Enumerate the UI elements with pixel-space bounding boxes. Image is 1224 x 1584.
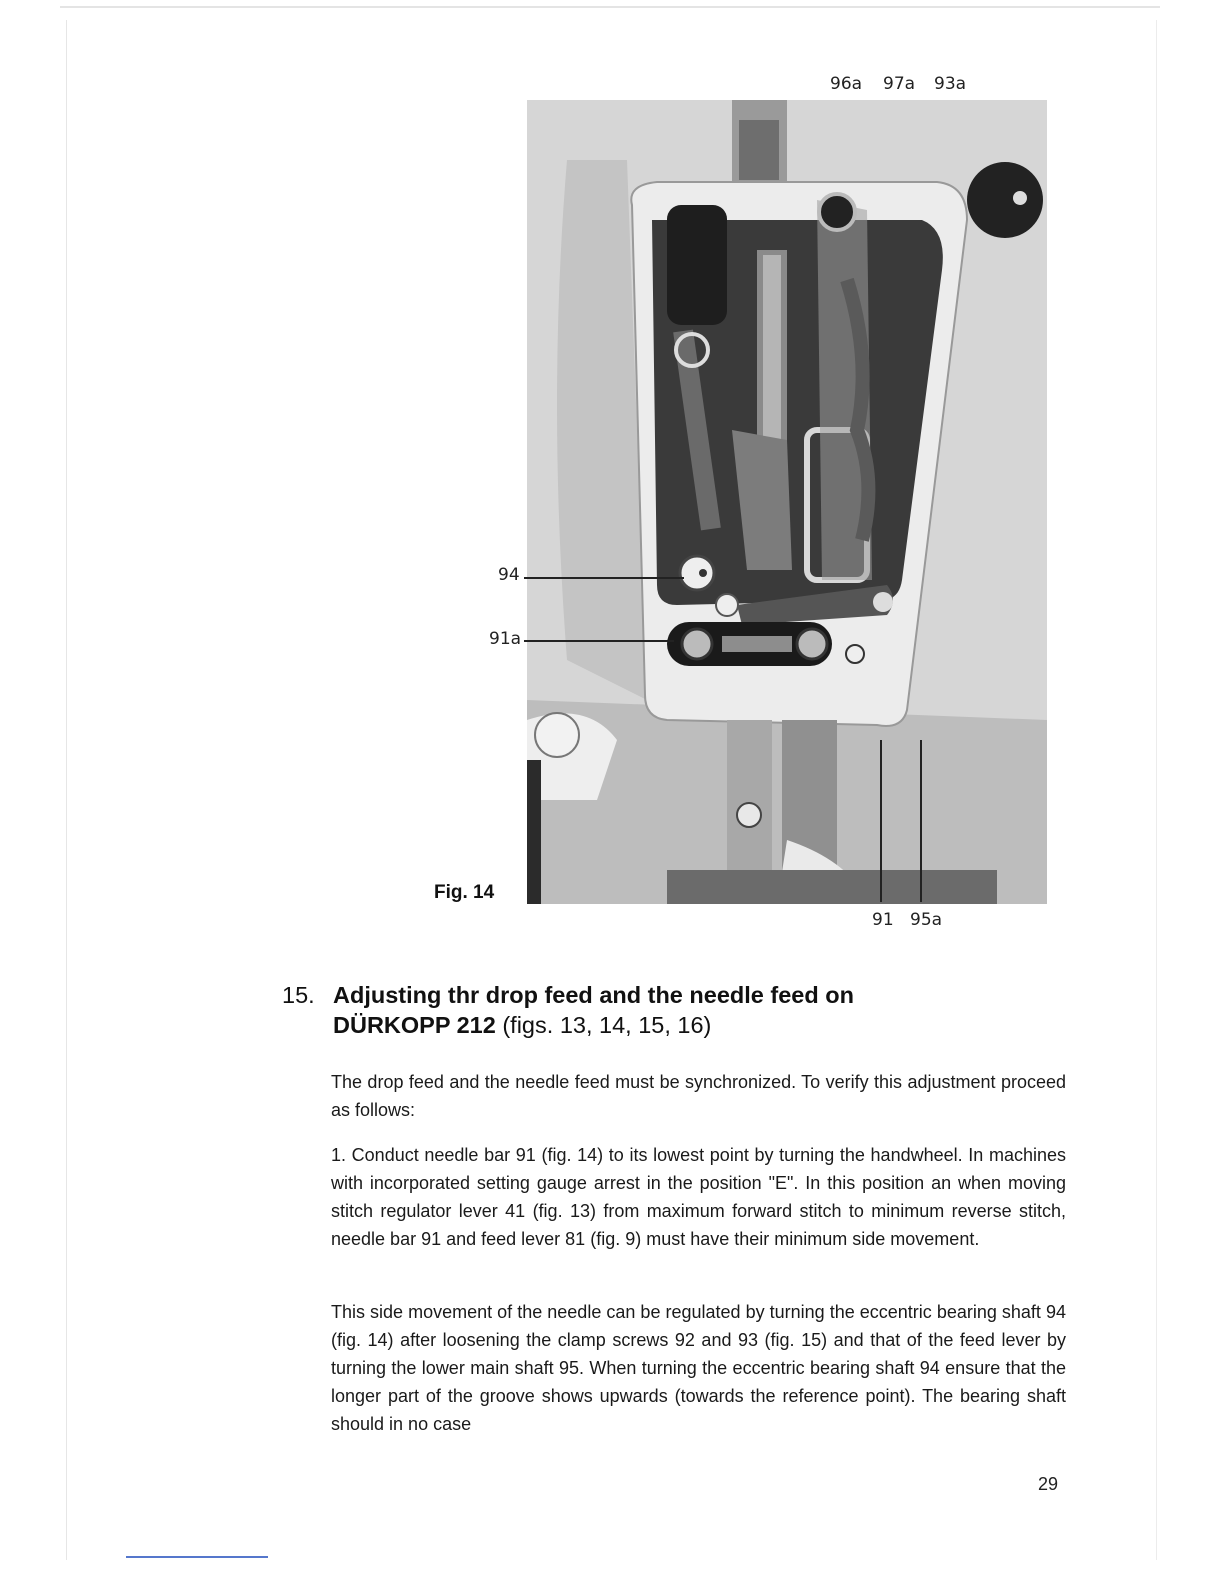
label-95a: 95a [910, 910, 943, 930]
label-93a: 93a [934, 74, 967, 94]
paragraph-side-movement: This side movement of the needle can be regulated by turning the eccentric bearing shaft 94 (fig. 14) after loosening the clamp screws 92 and 93 (fig. 15) and that of the feed lever by turning the lower main shaft 95. When turning the eccentric bearing shaft 94 ensure that the longer part of the groove shows upwards (towards the reference point). The bearing shaft should in no case [331, 1302, 1066, 1434]
leader-91a [524, 640, 674, 642]
underline-mark [126, 1556, 268, 1558]
sewing-machine-illustration [527, 100, 1047, 904]
figure-caption: Fig. 14 [434, 882, 495, 903]
section-title [333, 980, 1073, 1040]
scan-edge-left [66, 20, 67, 1560]
paragraph-intro: The drop feed and the needle feed must be synchronized. To verify this adjustment proceed as follows: [331, 1072, 1066, 1120]
leader-91 [880, 740, 882, 902]
figure-14-photo [527, 100, 1047, 904]
label-97a: 97a [883, 74, 916, 94]
label-91: 91 [872, 910, 894, 930]
section-figure-refs: (figs. 13, 14, 15, 16) [502, 1012, 712, 1038]
section-title-line2: DÜRKOPP 212 [333, 1012, 496, 1038]
label-96a: 96a [830, 74, 863, 94]
label-94: 94 [498, 565, 520, 585]
scan-edge-top [60, 6, 1160, 8]
scan-edge-right [1156, 20, 1157, 1560]
section-number: 15. [282, 982, 315, 1008]
section-title-line1: Adjusting thr drop feed and the needle feed on [333, 982, 854, 1008]
leader-95a [920, 740, 922, 902]
leader-94 [524, 577, 684, 579]
label-91a: 91a [489, 629, 522, 649]
paragraph-step-1: 1. Conduct needle bar 91 (fig. 14) to its lowest point by turning the handwheel. In machines with incorporated setting gauge arrest in the position "E". In this position an when moving stitch regulator lever 41 (fig. 13) from maximum forward stitch to minimum reverse stitch, needle bar 91 and feed lever 81 (fig. 9) must have their minimum side movement. [331, 1145, 1066, 1249]
page-number: 29 [1038, 1474, 1059, 1494]
